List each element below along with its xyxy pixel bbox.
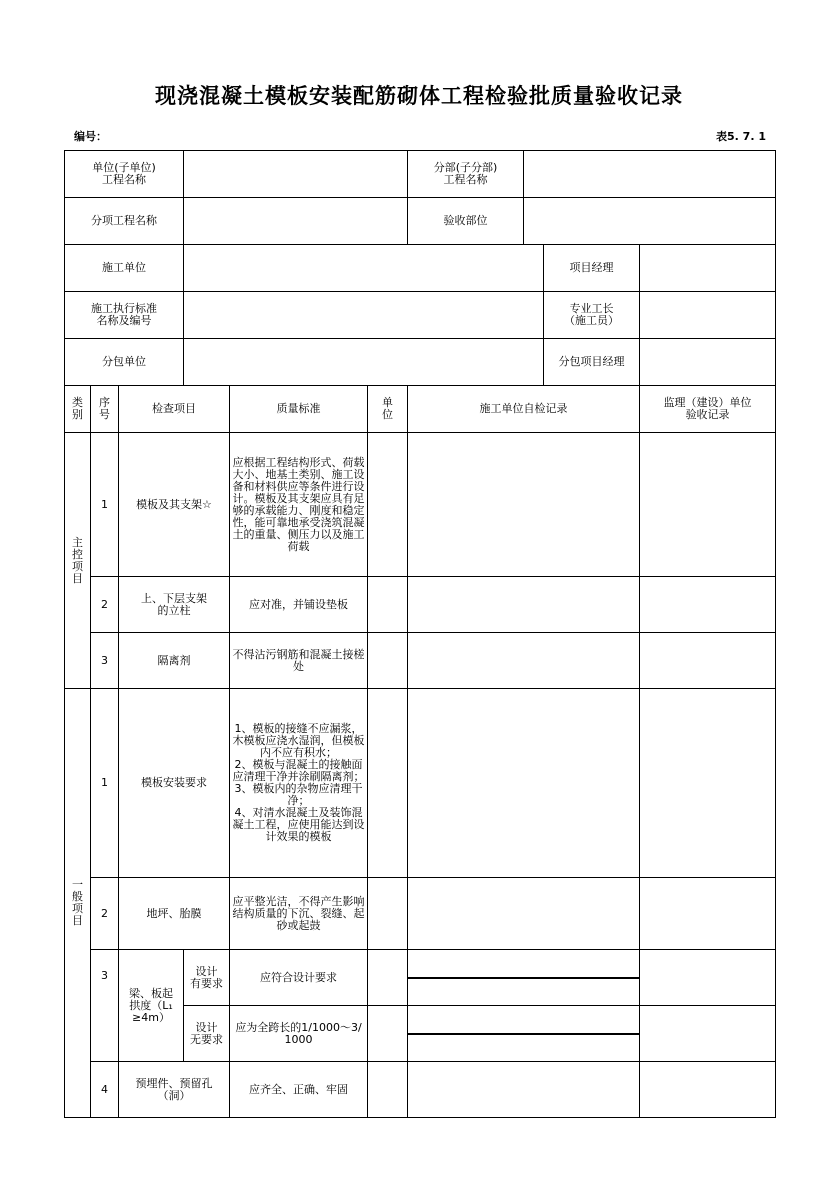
acceptance-table: [64, 150, 776, 1118]
measure-cell[interactable]: [478, 1033, 501, 1034]
main-row-1-unit[interactable]: [368, 433, 408, 577]
measure-cell[interactable]: [547, 1033, 570, 1034]
col-item: 检查项目: [119, 386, 230, 433]
construction-unit-value[interactable]: [184, 245, 544, 292]
main-row-1-self-check[interactable]: [408, 433, 640, 577]
unit-project-label: 单位(子单位) 工程名称: [65, 151, 184, 198]
unit-project-value[interactable]: [184, 151, 408, 198]
main-row-2-standard: 应对准，并铺设垫板: [230, 577, 368, 633]
measure-cell[interactable]: [501, 1033, 524, 1034]
measure-cell[interactable]: [524, 1033, 547, 1034]
table-code: 表5. 7. 1: [716, 130, 766, 143]
measure-cell[interactable]: [478, 977, 501, 978]
measure-cell[interactable]: [616, 1033, 639, 1034]
standard-label: 施工执行标准 名称及编号: [65, 292, 184, 339]
subcontract-unit-value[interactable]: [184, 339, 544, 386]
project-manager-value[interactable]: [640, 245, 776, 292]
acceptance-part-value[interactable]: [524, 198, 776, 245]
general-row-3-sub1-unit[interactable]: [368, 950, 408, 1006]
main-row-3-seq: 3: [91, 633, 119, 689]
main-row-1-supervision[interactable]: [640, 433, 776, 577]
main-row-2-unit[interactable]: [368, 577, 408, 633]
main-row-3-item: 隔离剂: [119, 633, 230, 689]
general-row-4-self-check[interactable]: [408, 1062, 640, 1118]
general-row-3-seq: 3: [91, 950, 119, 1062]
subitem-project-label: 分项工程名称: [65, 198, 184, 245]
measure-cell[interactable]: [455, 1033, 478, 1034]
general-row-3-sub2-supervision[interactable]: [640, 1006, 776, 1062]
general-row-3-sub2-standard: 应为全跨长的1/1000～3/1000: [230, 1006, 368, 1062]
measure-cell[interactable]: [432, 977, 455, 978]
main-row-3-supervision[interactable]: [640, 633, 776, 689]
general-row-2-seq: 2: [91, 878, 119, 950]
general-row-4-unit[interactable]: [368, 1062, 408, 1118]
foreman-value[interactable]: [640, 292, 776, 339]
page-title: 现浇混凝土模板安装配筋砌体工程检验批质量验收记录: [155, 84, 683, 108]
division-project-label: 分部(子分部) 工程名称: [408, 151, 524, 198]
general-row-3-sub1-measure-grid: [408, 950, 640, 1006]
main-control-label: 主 控 项 目: [65, 433, 91, 689]
main-row-2-self-check[interactable]: [408, 577, 640, 633]
subcontract-manager-label: 分包项目经理: [544, 339, 640, 386]
measure-cell[interactable]: [501, 977, 524, 978]
main-row-2-item: 上、下层支架 的立柱: [119, 577, 230, 633]
col-category: 类 别: [65, 386, 91, 433]
general-row-3-sub1-label: 设计 有要求: [184, 950, 230, 1006]
main-row-3-self-check[interactable]: [408, 633, 640, 689]
number-label: 编号：: [74, 130, 107, 143]
measure-cell[interactable]: [547, 977, 570, 978]
standard-value[interactable]: [184, 292, 544, 339]
general-row-1-supervision[interactable]: [640, 689, 776, 878]
measure-cell[interactable]: [593, 977, 616, 978]
subitem-project-value[interactable]: [184, 198, 408, 245]
general-row-2-item: 地坪、胎膜: [119, 878, 230, 950]
general-row-2-standard: 应平整光洁，不得产生影响结构质量的下沉、裂缝、起砂或起鼓: [230, 878, 368, 950]
main-row-1-standard: 应根据工程结构形式、荷载大小、地基土类别、施工设备和材料供应等条件进行设计。模板及其支架应具有足够的承载能力、刚度和稳定性，能可靠地承受浇筑混凝土的重量、侧压力以及施工荷载: [230, 433, 368, 577]
subcontract-unit-label: 分包单位: [65, 339, 184, 386]
main-row-2-supervision[interactable]: [640, 577, 776, 633]
general-row-2-supervision[interactable]: [640, 878, 776, 950]
measure-cell[interactable]: [593, 1033, 616, 1034]
general-row-1-item: 模板安装要求: [119, 689, 230, 878]
measure-cell[interactable]: [455, 977, 478, 978]
main-row-2-seq: 2: [91, 577, 119, 633]
foreman-label: 专业工长 （施工员）: [544, 292, 640, 339]
subcontract-manager-value[interactable]: [640, 339, 776, 386]
col-self-check: 施工单位自检记录: [408, 386, 640, 433]
general-row-3-sub1-standard: 应符合设计要求: [230, 950, 368, 1006]
measure-cell[interactable]: [432, 1033, 455, 1034]
general-row-4-item: 预埋件、预留孔 （洞）: [119, 1062, 230, 1118]
general-row-1-self-check[interactable]: [408, 689, 640, 878]
general-row-3-sub2-measure-grid: [408, 1006, 640, 1062]
general-row-1-standard: 1、模板的接缝不应漏浆，木模板应浇水湿润，但模板内不应有积水； 2、模板与混凝土的接触面应清理干净并涂刷隔离剂； 3、模板内的杂物应清理干净； 4、对清水混凝土及装饰混凝土工程，应使用能达到设计效果的模板: [230, 689, 368, 878]
general-row-4-standard: 应齐全、正确、牢固: [230, 1062, 368, 1118]
general-row-1-seq: 1: [91, 689, 119, 878]
acceptance-part-label: 验收部位: [408, 198, 524, 245]
general-row-2-self-check[interactable]: [408, 878, 640, 950]
measure-cell[interactable]: [616, 977, 639, 978]
general-row-3-item: 梁、板起 拱度（L₁ ≥4m）: [119, 950, 184, 1062]
general-row-1-unit[interactable]: [368, 689, 408, 878]
col-unit: 单 位: [368, 386, 408, 433]
general-row-4-seq: 4: [91, 1062, 119, 1118]
main-row-1-item: 模板及其支架☆: [119, 433, 230, 577]
measure-cell[interactable]: [570, 1033, 593, 1034]
measure-cell[interactable]: [570, 977, 593, 978]
col-standard: 质量标准: [230, 386, 368, 433]
general-row-3-sub1-supervision[interactable]: [640, 950, 776, 1006]
col-seq: 序 号: [91, 386, 119, 433]
measure-cell[interactable]: [409, 1033, 432, 1034]
measure-cell[interactable]: [524, 977, 547, 978]
general-label: 一 般 项 目: [65, 689, 91, 1118]
general-row-2-unit[interactable]: [368, 878, 408, 950]
col-supervision: 监理（建设）单位 验收记录: [640, 386, 776, 433]
construction-unit-label: 施工单位: [65, 245, 184, 292]
main-row-1-seq: 1: [91, 433, 119, 577]
measure-cell[interactable]: [409, 977, 432, 978]
main-row-3-standard: 不得沾污钢筋和混凝土接槎处: [230, 633, 368, 689]
general-row-3-sub2-label: 设计 无要求: [184, 1006, 230, 1062]
division-project-value[interactable]: [524, 151, 776, 198]
main-row-3-unit[interactable]: [368, 633, 408, 689]
general-row-4-supervision[interactable]: [640, 1062, 776, 1118]
project-manager-label: 项目经理: [544, 245, 640, 292]
general-row-3-sub2-unit[interactable]: [368, 1006, 408, 1062]
